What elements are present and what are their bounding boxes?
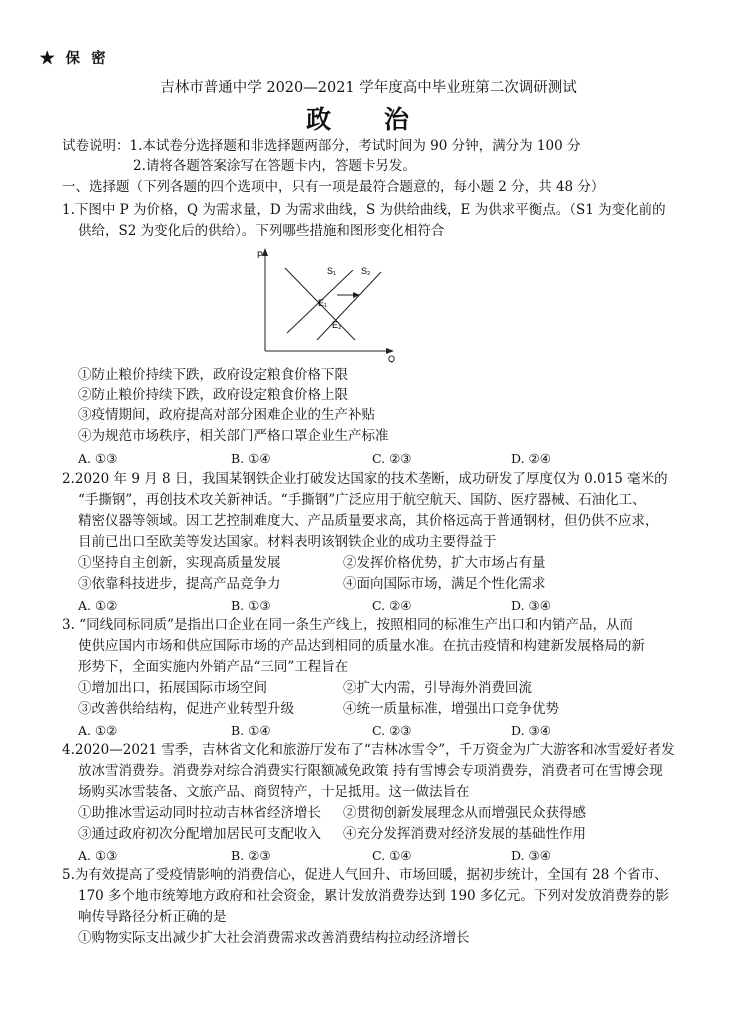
q4-option-c: C. ①④ (372, 848, 412, 863)
q1-item-2: ②防止粮价持续下跌，政府设定粮食价格上限 (78, 387, 348, 403)
q1-item-3: ③疫情期间，政府提高对部分困难企业的生产补贴 (78, 407, 375, 423)
s2-label: S₂ (361, 266, 371, 276)
q4-item-1: ①助推冰雪运动同时拉动吉林省经济增长 (78, 805, 321, 821)
q4-item-4: ④充分发挥消费对经济发展的基础性作用 (343, 826, 586, 842)
q4-option-a: A. ①③ (78, 848, 118, 863)
shift-arrow-head (353, 292, 360, 298)
e1-label: E₁ (318, 298, 328, 308)
q5-item-1: ①购物实际支出减少扩大社会消费需求改善消费结构拉动经济增长 (78, 930, 470, 946)
p-label: P (257, 250, 264, 260)
q3-option-c: C. ②③ (372, 723, 412, 738)
q1-item-1: ①防止粮价持续下跌，政府设定粮食价格下限 (78, 367, 348, 383)
q2-stem-line-3: 精密仪器等领域。因工艺控制难度大、产品质量要求高，其价格远高于普通钢材，但仍供不应求， (78, 513, 659, 529)
q2-stem-line-2: “手撕钢”，再创技术攻关新神话。“手撕钢”广泛应用于航空航天、国防、医疗器械、石油化工、 (78, 492, 646, 508)
q5-stem-line-1: 5.为有效提高了受疫情影响的消费信心，促进人气回升、市场回暖，据初步统计，全国有 28 个省市、 (62, 867, 668, 883)
q3-item-2: ②扩大内需，引导海外消费回流 (343, 680, 532, 696)
q4-stem-line-1: 4.2020—2021 雪季，吉林省文化和旅游厅发布了“吉林冰雪令”，千万资金为广大游客和冰雪爱好者发 (62, 742, 675, 758)
instructions-line-2: 2.请将各题答案涂写在答题卡内，答题卡另发。 (133, 158, 416, 174)
q4-option-b: B. ②③ (231, 848, 271, 863)
q5-stem-line-3: 响传导路径分析正确的是 (78, 909, 227, 925)
q3-option-d: D. ③④ (511, 723, 551, 738)
q2-option-d: D. ③④ (511, 598, 551, 613)
q1-option-b: B. ①④ (231, 451, 271, 466)
q4-item-3: ③通过政府初次分配增加居民可支配收入 (78, 826, 321, 842)
q3-option-b: B. ①④ (231, 723, 271, 738)
q1-stem-line-2: 供给，S2 为变化后的供给）。下列哪些措施和图形变化相符合 (78, 223, 445, 239)
q3-item-4: ④统一质量标准，增强出口竞争优势 (343, 701, 559, 717)
q3-item-1: ①增加出口，拓展国际市场空间 (78, 680, 267, 696)
q-label: Q (388, 354, 396, 363)
q5-stem-line-2: 170 多个地市统筹地方政府和社会资金，累计发放消费券达到 190 多亿元。下列对发放消费券的影 (78, 888, 669, 904)
q3-stem-line-1: 3. “同线同标同质”是指出口企业在同一条生产线上，按照相同的标准生产出口和内销产品，从而 (62, 617, 633, 633)
q3-option-a: A. ①② (78, 723, 118, 738)
s1-label: S₁ (327, 266, 337, 276)
e2-label: E₂ (332, 320, 342, 330)
q2-item-3: ③依靠科技进步，提高产品竞争力 (78, 576, 281, 592)
q2-stem-line-4: 目前已出口至欧美等发达国家。材料表明该钢铁企业的成功主要得益于 (78, 534, 497, 550)
subject-title: 政 治 (306, 105, 431, 134)
exam-title: 吉林市普通中学 2020—2021 学年度高中毕业班第二次调研测试 (160, 80, 577, 96)
supply-demand-graph (255, 248, 400, 363)
q1-option-c: C. ②③ (372, 451, 412, 466)
q2-item-4: ④面向国际市场，满足个性化需求 (343, 576, 546, 592)
q4-item-2: ②贯彻创新发展理念从而增强民众获得感 (343, 805, 586, 821)
q4-option-d: D. ③④ (511, 848, 551, 863)
q1-stem-line-1: 1.下图中 P 为价格，Q 为需求量，D 为需求曲线，S 为供给曲线，E 为供求平衡点。（S1 为变化前的 (62, 202, 666, 218)
q4-stem-line-2: 放冰雪消费券。消费券对综合消费实行限额减免政策 持有雪博会专项消费券，消费者可在雪博会现 (78, 763, 663, 779)
q2-option-a: A. ①② (78, 598, 118, 613)
q3-stem-line-2: 使供应国内市场和供应国际市场的产品达到相同的质量水准。在抗击疫情和构建新发展格局的新 (78, 638, 645, 654)
q1-option-a: A. ①③ (78, 451, 118, 466)
instructions-line-1: 试卷说明：1.本试卷分选择题和非选择题两部分，考试时间为 90 分钟，满分为 100 分 (62, 138, 581, 154)
q2-item-1: ①坚持自主创新，实现高质量发展 (78, 555, 281, 571)
q3-item-3: ③改善供给结构，促进产业转型升级 (78, 701, 294, 717)
q2-option-c: C. ②④ (372, 598, 412, 613)
q1-option-d: D. ②④ (511, 451, 551, 466)
q2-option-b: B. ①③ (231, 598, 271, 613)
q4-stem-line-3: 场购买冰雪装备、文旅产品、商贸特产，十足抵用。这一做法旨在 (78, 784, 470, 800)
confidential-mark: ★ 保 密 (40, 50, 109, 67)
q3-stem-line-3: 形势下，全面实施内外销产品“三同”工程旨在 (78, 659, 349, 675)
section-title: 一、选择题（下列各题的四个选项中，只有一项是最符合题意的，每小题 2 分，共 48 分） (62, 179, 605, 195)
q2-stem-line-1: 2.2020 年 9 月 8 日，我国某钢铁企业打破发达国家的技术垄断，成功研发了厚度仅为 0.015 毫米的 (62, 471, 668, 487)
q1-item-4: ④为规范市场秩序，相关部门严格口罩企业生产标准 (78, 428, 389, 444)
q2-item-2: ②发挥价格优势，扩大市场占有量 (343, 555, 546, 571)
